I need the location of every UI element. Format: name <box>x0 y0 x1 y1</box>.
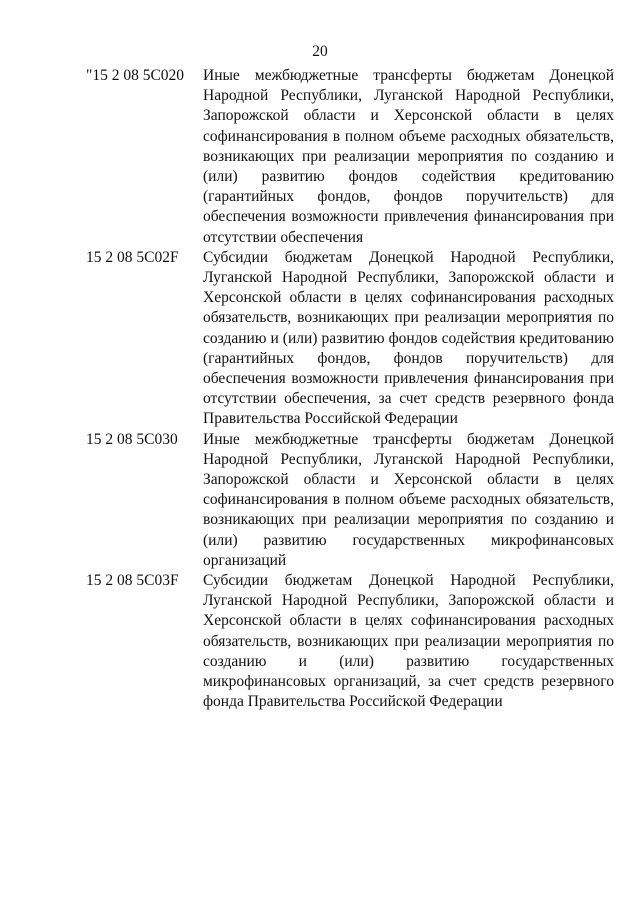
budget-entry <box>86 430 614 571</box>
budget-code-list <box>86 66 614 713</box>
budget-code: 15 2 08 5С02F <box>86 248 179 266</box>
budget-description: Субсидии бюджетам Донецкой Народной Республики, Луганской Народной Республики, Запорожской области и Херсонской области в целях софинансирования расходных обязательств, возникающих при реализации мероприятия по созданию и (или) развитию фондов содействия кредитованию (гарантийных фондов, фондов поручительств) для обеспечения возможности привлечения финансирования при отсутствии обеспечения, за счет средств резервного фонда Правительства Российской Федерации <box>203 248 614 428</box>
budget-entry <box>86 66 614 248</box>
budget-description: Иные межбюджетные трансферты бюджетам Донецкой Народной Республики, Луганской Народной Республики, Запорожской области и Херсонской области в целях софинансирования в полном объеме расходных обязательств, возникающих при реализации мероприятия по созданию и (или) развитию государственных микрофинансовых организаций <box>203 430 614 569</box>
budget-code: "15 2 08 5С020 <box>86 67 185 84</box>
budget-entry <box>86 571 614 712</box>
budget-code: 15 2 08 5С030 <box>86 430 178 448</box>
budget-description: Субсидии бюджетам Донецкой Народной Республики, Луганской Народной Республики, Запорожской области и Херсонской области в целях софинансирования расходных обязательств, возникающих при реализации мероприятия по созданию и (или) развитию государственных микрофинансовых организаций, за счет средств резервного фонда Правительства Российской Федерации <box>203 572 614 711</box>
budget-entry <box>86 248 614 430</box>
budget-description: Иные межбюджетные трансферты бюджетам Донецкой Народной Республики, Луганской Народной Республики, Запорожской области и Херсонской области в целях софинансирования в полном объеме расходных обязательств, возникающих при реализации мероприятия по созданию и (или) развитию фондов содействия кредитованию (гарантийных фондов, фондов поручительств) для обеспечения возможности привлечения финансирования при отсутствии обеспечения <box>203 67 614 246</box>
budget-code: 15 2 08 5С03F <box>86 572 179 590</box>
page-number: 20 <box>312 43 328 60</box>
